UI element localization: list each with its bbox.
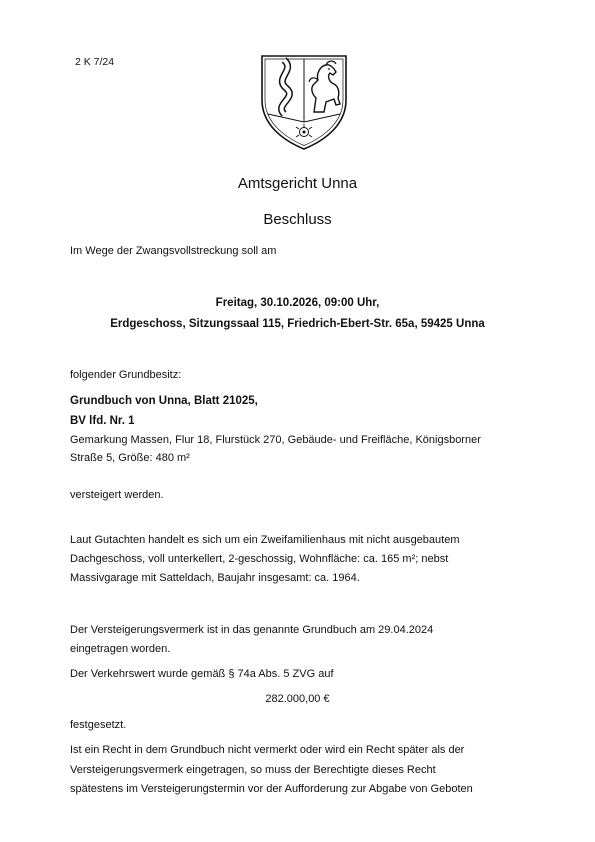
registration-note-line-2: eingetragen worden. bbox=[70, 643, 171, 655]
case-reference: 2 K 7/24 bbox=[75, 56, 115, 68]
parcel-line-2: Straße 5, Größe: 480 m² bbox=[70, 452, 190, 464]
value-outro: festgesetzt. bbox=[70, 719, 127, 731]
rights-line-3: spätestens im Versteigerungstermin vor der Aufforderung zur Abgabe von Geboten bbox=[70, 783, 473, 795]
appraisal-line-3: Massivgarage mit Satteldach, Baujahr insgesamt: ca. 1964. bbox=[70, 572, 360, 584]
land-register: Grundbuch von Unna, Blatt 21025, bbox=[70, 395, 258, 407]
rights-line-2: Versteigerungsvermerk eingetragen, so muss der Berechtigte dieses Recht bbox=[70, 764, 436, 776]
property-intro: folgender Grundbesitz: bbox=[70, 369, 182, 381]
auction-date: Freitag, 30.10.2026, 09:00 Uhr, bbox=[215, 297, 380, 309]
appraisal-line-2: Dachgeschoss, voll unterkellert, 2-geschossig, Wohnfläche: ca. 165 m²; nebst bbox=[70, 553, 449, 565]
rights-line-1: Ist ein Recht in dem Grundbuch nicht vermerkt oder wird ein Recht später als der bbox=[70, 744, 465, 756]
bv-number: BV lfd. Nr. 1 bbox=[70, 415, 135, 427]
registration-note-line-1: Der Versteigerungsvermerk ist in das genannte Grundbuch am 29.04.2024 bbox=[70, 624, 434, 636]
appraisal-line-1: Laut Gutachten handelt es sich um ein Zweifamilienhaus mit nicht ausgebautem bbox=[70, 534, 460, 546]
document-title: Beschluss bbox=[263, 211, 332, 228]
market-value: 282.000,00 € bbox=[265, 693, 330, 705]
auction-statement: versteigert werden. bbox=[70, 489, 164, 501]
value-intro: Der Verkehrswert wurde gemäß § 74a Abs. 5 ZVG auf bbox=[70, 668, 334, 680]
coat-of-arms-icon bbox=[254, 52, 354, 152]
parcel-line-1: Gemarkung Massen, Flur 18, Flurstück 270, Gebäude- und Freifläche, Königsborner bbox=[70, 434, 481, 446]
court-name: Amtsgericht Unna bbox=[237, 175, 358, 192]
intro-text: Im Wege der Zwangsvollstreckung soll am bbox=[70, 245, 277, 257]
auction-location: Erdgeschoss, Sitzungssaal 115, Friedrich-Ebert-Str. 65a, 59425 Unna bbox=[110, 318, 485, 330]
